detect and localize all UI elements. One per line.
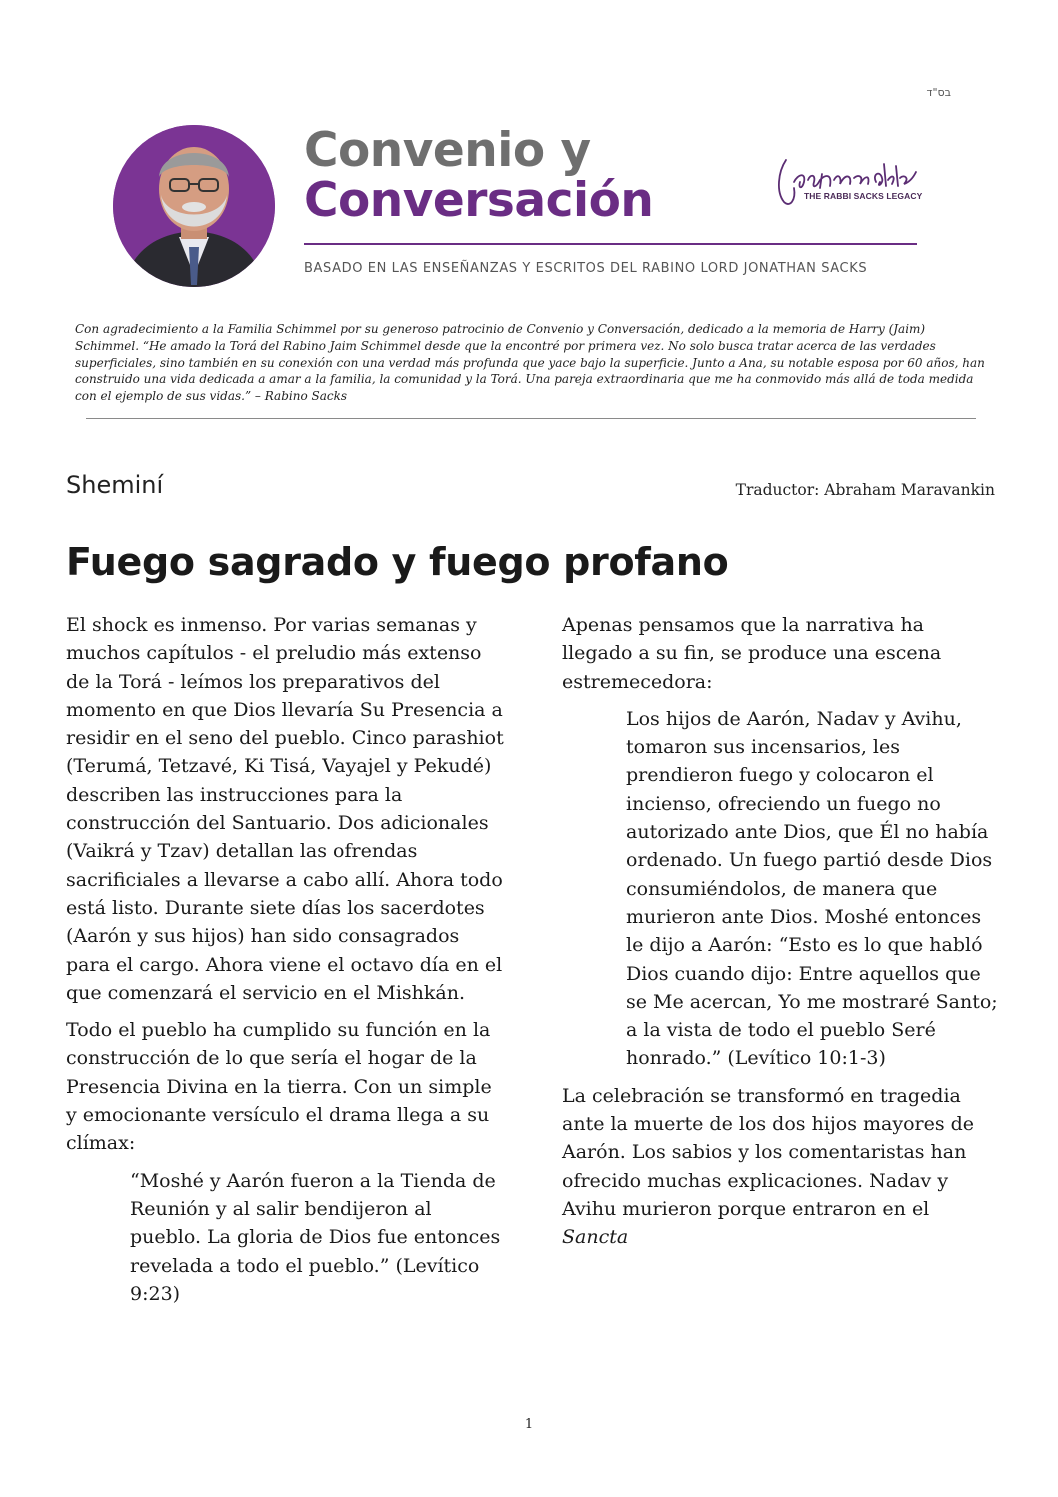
- newsletter-title: [304, 123, 654, 228]
- paragraph: Todo el pueblo ha cumplido su función en la construcción de lo que sería el hogar de la Presencia Divina en la tierra. Con un simple y emocionante versículo el drama llega a su clímax:: [66, 1019, 492, 1155]
- bsd-mark: בס"ד: [926, 86, 951, 99]
- signature-logo: [776, 152, 921, 210]
- paragraph: El shock es inmenso. Por varias semanas y muchos capítulos - el preludio más extenso de la Torá - leímos los preparativos del momento en que Dios llevaría Su Presencia a residir en el seno del pueblo. Cinco parashiot (Terumá, Tetzavé, Ki Tisá, Vayajel y Pekudé) describen las instrucciones para la construcción del Santuario. Dos adicionales (Vaikrá y Tzav) detallan las ofrendas sacrificiales a llevarse a cabo allí. Ahora todo está listo. Durante siete días los sacerdotes (Aarón y sus hijos) han sido consagrados para el cargo. Ahora viene el octavo día en el que comenzará el servicio en el Mishkán.: [66, 614, 504, 1004]
- right-column: [562, 611, 998, 1261]
- title-line-2: Conversación: [304, 173, 654, 228]
- italic-term: Sancta: [562, 1226, 629, 1249]
- legacy-label: THE RABBI SACKS LEGACY: [804, 191, 923, 201]
- block-quote: “Moshé y Aarón fueron a la Tienda de Reunión y al salir bendijeron al pueblo. La gloria de Dios fue entonces revelada a todo el pueblo.” (Levítico 9:23): [130, 1169, 501, 1305]
- portrait-illustration: [113, 125, 275, 287]
- article-title: Fuego sagrado y fuego profano: [66, 540, 729, 584]
- page-number: 1: [524, 1417, 534, 1432]
- left-column: [66, 611, 506, 1317]
- paragraph: Apenas pensamos que la narrativa ha llegado a su fin, se produce una escena estremecedora:: [562, 614, 942, 693]
- dedication-divider: [86, 418, 976, 419]
- newsletter-subtitle: BASADO EN LAS ENSEÑANZAS Y ESCRITOS DEL RABINO LORD JONATHAN SACKS: [304, 261, 868, 276]
- paragraph-text: La celebración se transformó en tragedia ante la muerte de los dos hijos mayores de Aarón. Los sabios y los comentaristas han ofrecido muchas explicaciones. Nadav y Avihu murieron porque entraron en el: [562, 1084, 975, 1220]
- paragraph: [562, 1082, 998, 1252]
- translator-credit: Traductor: Abraham Maravankin: [735, 481, 995, 499]
- author-portrait: [113, 125, 275, 287]
- header-divider: [304, 243, 917, 245]
- title-line-1: Convenio y: [304, 123, 591, 178]
- block-quote: Los hijos de Aarón, Nadav y Avihu, tomaron sus incensarios, les prendieron fuego y colocaron el incienso, ofreciendo un fuego no autorizado ante Dios, que Él no había ordenado. Un fuego partió desde Dios consumiéndolos, de manera que murieron ante Dios. Moshé entonces le dijo a Aarón: “Esto es lo que habló Dios cuando dijo: Entre aquellos que se Me acercan, Yo me mostraré Santo; a la vista de todo el pueblo Seré honrado.” (Levítico 10:1-3): [626, 707, 998, 1070]
- parasha-name: Sheminí: [66, 471, 164, 499]
- dedication-text: Con agradecimiento a la Familia Schimmel por su generoso patrocinio de Convenio y Conversación, dedicado a la memoria de Harry (Jaim) Schimmel. “He amado la Torá del Rabino Jaim Schimmel desde que la encontré por primera vez. No solo busca tratar acerca de las verdades superficiales, sino también en su conexión con una verdad más profunda que yace bajo la superficie. Junto a Ana, su notable esposa por 60 años, han construido una vida dedicada a amar a la familia, la comunidad y la Torá. Una pareja extraordinaria que me ha conmovido más allá de toda medida con el ejemplo de sus vidas.” – Rabino Sacks: [75, 322, 985, 404]
